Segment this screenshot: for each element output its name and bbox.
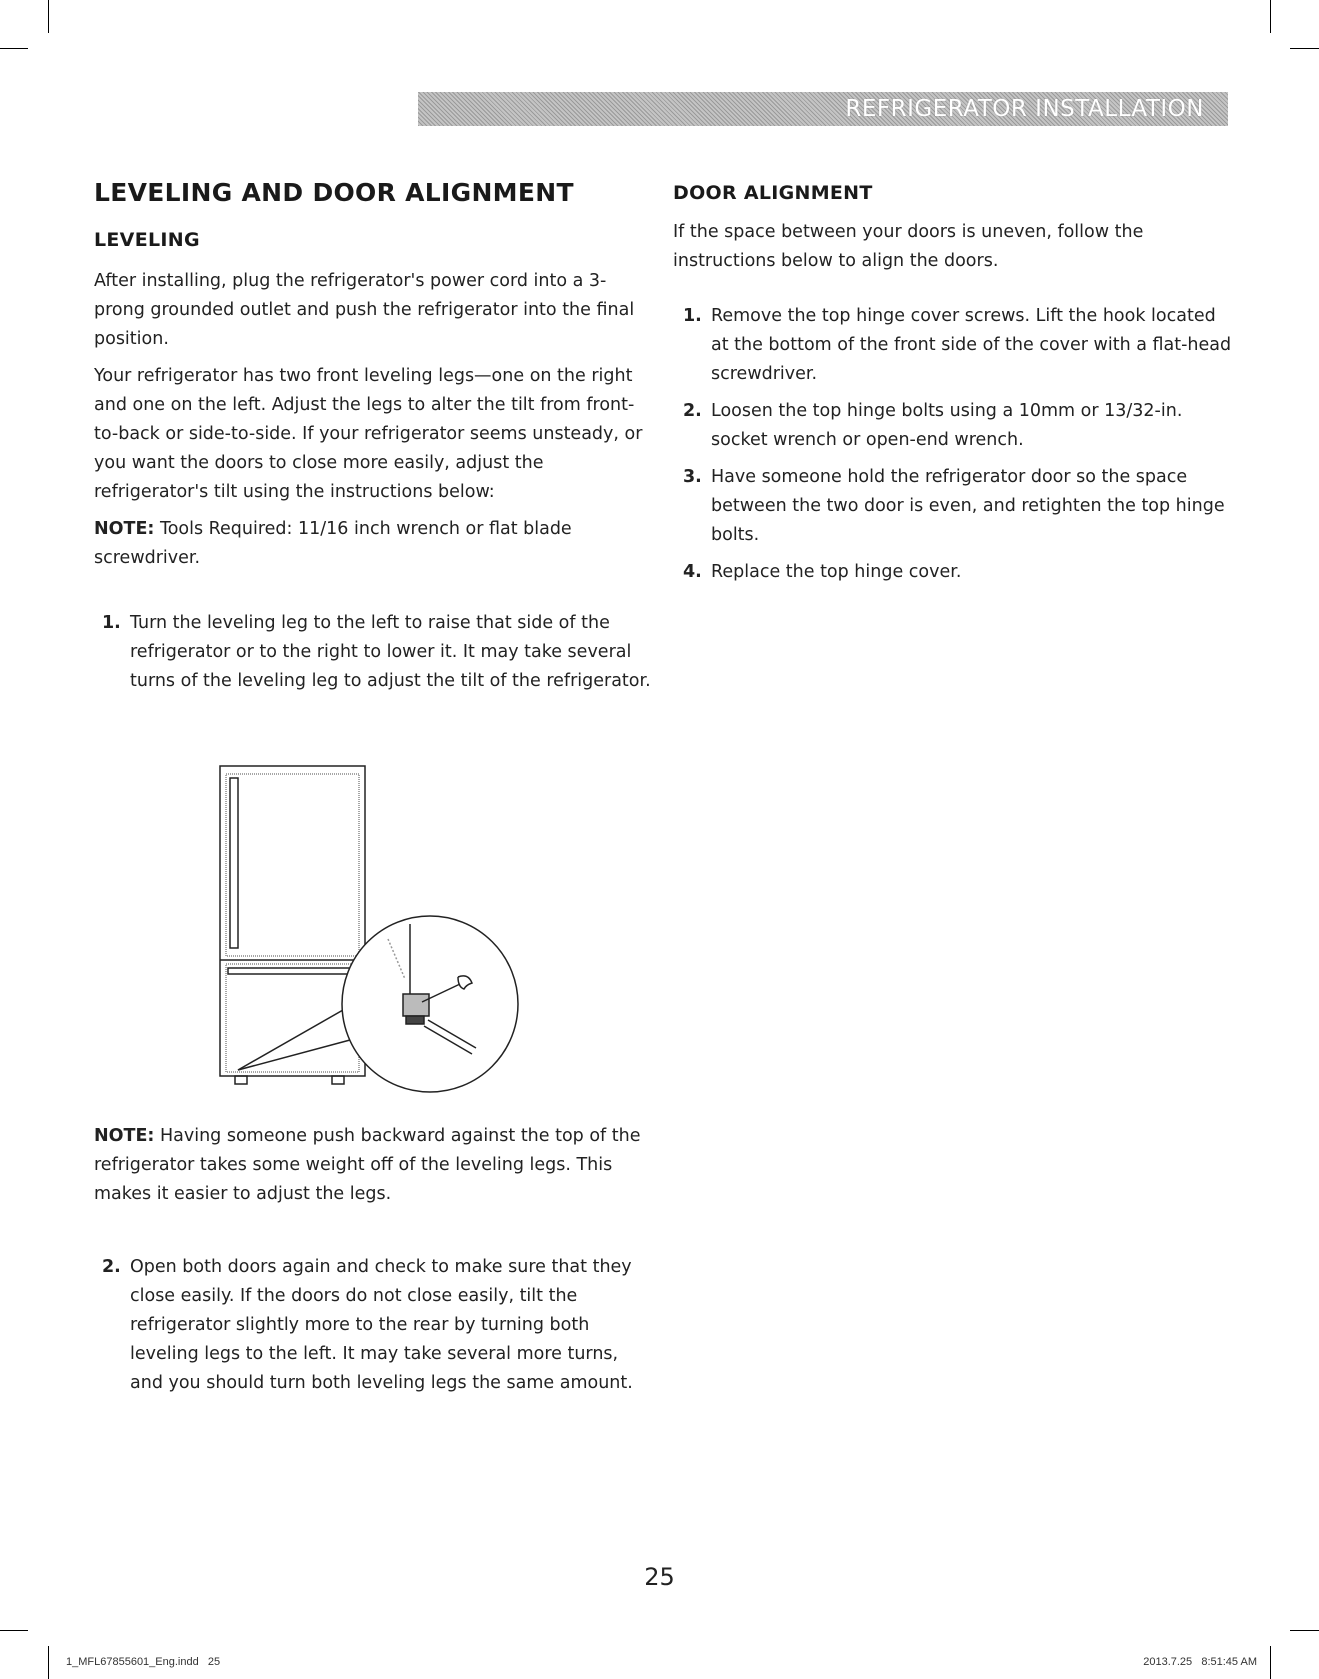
note-label: NOTE:: [94, 519, 155, 539]
leveling-leg-illustration: [210, 764, 540, 1104]
leveling-step-2: [102, 1253, 654, 1398]
note-text: Having someone push backward against the top of the refrigerator takes some weight off of the leveling legs. This makes it easier to adjust the legs.: [94, 1126, 641, 1204]
door-step-1: [683, 302, 1233, 389]
crop-mark: [48, 0, 49, 33]
upper-door-panel: [226, 774, 359, 956]
step-text: Loosen the top hinge bolts using a 10mm or 13/32-in. socket wrench or open-end wrench.: [711, 401, 1183, 450]
step-text: Turn the leveling leg to the left to raise that side of the refrigerator or to the right to lower it. It may take several turns of the leveling leg to adjust the tilt of the refrigerator.: [130, 613, 651, 691]
step-number: 4.: [683, 562, 702, 582]
footer-file-slug: 1_MFL67855601_Eng.indd 25: [66, 1656, 221, 1668]
door-alignment-intro: If the space between your doors is uneven, follow the instructions below to align the doors.: [673, 222, 1144, 271]
tools-note: [94, 515, 654, 573]
leveling-step-1: [102, 609, 654, 696]
leveling-foot: [332, 1076, 344, 1084]
door-alignment-steps: [683, 302, 1233, 587]
crop-mark: [0, 48, 28, 49]
crop-mark: [1290, 48, 1319, 49]
step-number: 1.: [683, 306, 702, 326]
leveling-paragraph-1: After installing, plug the refrigerator's power cord into a 3-prong grounded outlet and push the refrigerator into the final position.: [94, 271, 635, 349]
leveling-foot: [235, 1076, 247, 1084]
door-step-2: [683, 397, 1233, 455]
page-number: 25: [644, 1563, 675, 1591]
detail-leveling-leg: [403, 994, 429, 1016]
right-column: [673, 178, 1233, 587]
step-number: 2.: [102, 1257, 121, 1277]
crop-mark: [1270, 0, 1271, 33]
door-handle: [230, 778, 238, 948]
step-text: Replace the top hinge cover.: [711, 562, 962, 582]
leveling-paragraph-2: Your refrigerator has two front leveling legs—one on the right and one on the left. Adjust the legs to alter the tilt from front-to-back or side-to-side. If your refrigerator seems unsteady, or you want the doors to close more easily, adjust the refrigerator's tilt using the instructions below:: [94, 366, 643, 502]
callout-line: [238, 1040, 350, 1070]
step-text: Remove the top hinge cover screws. Lift the hook located at the bottom of the front side of the cover with a flat-head screwdriver.: [711, 306, 1232, 384]
crop-mark: [1270, 1646, 1271, 1679]
door-alignment-heading: DOOR ALIGNMENT: [673, 182, 873, 204]
page-title: LEVELING AND DOOR ALIGNMENT: [94, 178, 574, 207]
door-step-4: [683, 558, 1233, 587]
refrigerator-outline: [220, 766, 365, 1076]
step-number: 2.: [683, 401, 702, 421]
crop-mark: [48, 1646, 49, 1679]
step-number: 3.: [683, 467, 702, 487]
backward-push-note: [94, 1122, 654, 1209]
leveling-heading: LEVELING: [94, 229, 200, 251]
step-number: 1.: [102, 613, 121, 633]
crop-mark: [0, 1630, 28, 1631]
left-column: [94, 178, 654, 696]
door-step-3: [683, 463, 1233, 550]
note-label: NOTE:: [94, 1126, 155, 1146]
step-text: Have someone hold the refrigerator door so the space between the two door is even, and retighten the top hinge bolts.: [711, 467, 1225, 545]
section-header-title: REFRIGERATOR INSTALLATION: [845, 96, 1204, 122]
step-text: Open both doors again and check to make sure that they close easily. If the doors do not close easily, tilt the refrigerator slightly more to the rear by turning both leveling legs to the left. It may take several more turns, and you should turn both leveling legs the same amount.: [130, 1257, 633, 1393]
detail-circle: [342, 916, 518, 1092]
note-text: Tools Required: 11/16 inch wrench or flat blade screwdriver.: [94, 519, 572, 568]
callout-line: [238, 1006, 350, 1070]
footer-timestamp: 2013.7.25 8:51:45 AM: [1143, 1656, 1257, 1668]
section-header-bar: [418, 92, 1228, 126]
drawer-handle: [228, 968, 358, 974]
crop-mark: [1290, 1630, 1319, 1631]
left-column-lower: [94, 1122, 654, 1398]
